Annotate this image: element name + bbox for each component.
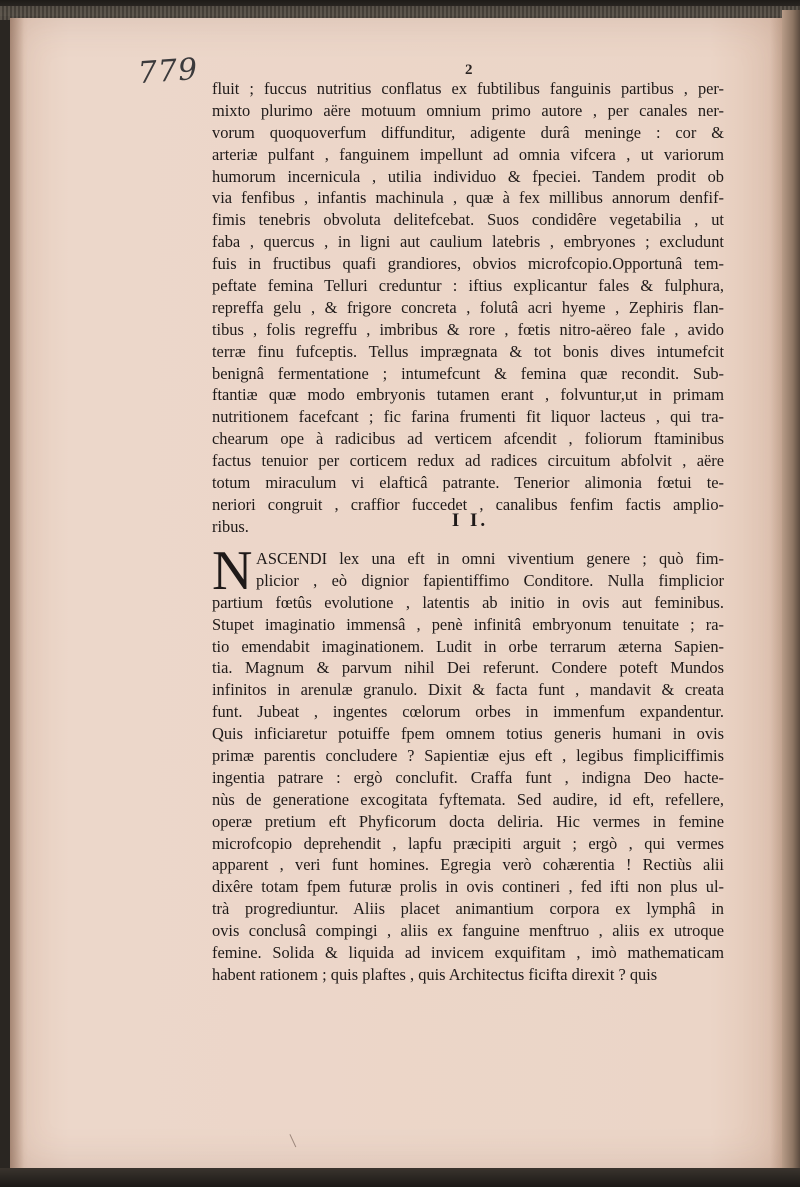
text-line: ASCENDI lex una eft in omni viventium genere ; quò fim-	[256, 549, 724, 568]
text-line: plicior , eò dignior fapientiffimo Conditore. Nulla fimplicior	[256, 570, 724, 590]
text-line: apparent , veri funt homines. Egregia verò cohærentia ! Rectiùs alii	[212, 855, 724, 875]
text-line: nùs de generatione excogitata fyftemata. Sed audire, id eft, refellere,	[212, 789, 724, 809]
handwritten-folio-number: 779	[136, 51, 200, 92]
section-heading: I I.	[451, 510, 489, 531]
text-line: peftate femina Telluri creduntur : iftius explicantur fales & fulphura,	[212, 276, 724, 296]
text-line: vorum quoquoverfum diffunditur, adigente durâ meninge : cor &	[212, 122, 724, 142]
text-line: funt. Jubeat , ingentes cœlorum orbes in immenfum expandentur.	[212, 702, 724, 722]
text-line: tio emendabit imaginationem. Ludit in orbe terrarum æterna Sapien-	[212, 636, 724, 656]
text-line: operæ pretium eft Phyficorum docta deliria. Hic vermes in femine	[212, 811, 724, 831]
text-line: dixêre totam fpem futuræ prolis in ovis contineri , fed ifti non plus ul-	[212, 877, 724, 897]
text-line: via fenfibus , infantis machinula , quæ à fex millibus annorum denfif-	[212, 188, 724, 208]
book-right-edge	[782, 10, 800, 1175]
text-line: totum miraculum vi elafticâ patrante. Tenerior alimonia fœtui te-	[212, 473, 724, 493]
text-line: mixto plurimo aëre motuum omnium primo autore , per canales ner-	[212, 100, 724, 120]
text-line: tia. Magnum & parvum nihil Dei referunt. Condere poteft Mundos	[212, 658, 724, 678]
book-bottom-edge	[0, 1168, 800, 1187]
text-line: tibus , folis regreffu , imbribus & rore , fœtis nitro-aëreo fale , avido	[212, 319, 724, 339]
paragraph-1	[212, 78, 724, 538]
text-line: factus tenuior per corticem redux ad radices circuitum abfolvit , aëre	[212, 451, 724, 471]
text-line: repreffa gelu , & frigore concreta , folutâ acri hyeme , Zephiris flan-	[212, 297, 724, 317]
text-line: neriori congruit , craffior fuccedet , canalibus fenfim factis amplio-	[212, 494, 724, 514]
text-line: trà progrediuntur. Aliis placet animantium corpora ex lymphâ in	[212, 899, 724, 919]
text-line: microfcopio deprehendit , lapfu præcipiti arguit ; ergò , qui vermes	[212, 833, 724, 853]
text-line: ovis conclusâ compingi , aliis ex fanguine menftruo , aliis ex utroque	[212, 921, 724, 941]
text-line: infinitos in arenulæ granulo. Dixit & facta funt , mandavit & creata	[212, 680, 724, 700]
text-line: terræ finu fufceptis. Tellus imprægnata & tot bonis dives intumefcit	[212, 341, 724, 361]
text-line: fluit ; fuccus nutritius conflatus ex fubtilibus fanguinis partibus , per-	[212, 79, 724, 98]
text-line: chearum ope à radicibus ad verticem afcendit , foliorum ftaminibus	[212, 429, 724, 449]
text-line: ingentia patrare : ergò conclufit. Craffa funt , indigna Deo hacte-	[212, 767, 724, 787]
text-line: arteriæ pulfant , fanguinem impellunt ad omnia vifcera , ut variorum	[212, 144, 724, 164]
text-line: ribus.	[212, 516, 249, 536]
text-line: faba , quercus , in ligni aut caulium latebris , embryones ; excludunt	[212, 232, 724, 252]
signature-mark: 2	[465, 62, 473, 78]
text-line: ftantiæ quæ modo embryonis tutamen erant , folvuntur,ut in primam	[212, 385, 724, 405]
text-line: Quis inficiaretur potuiffe fpem omnem totius generis humani in ovis	[212, 724, 724, 744]
text-line: Stupet imaginatio immensâ , penè infinitâ embryonum tenuitate ; ra-	[212, 614, 724, 634]
text-line: nutritionem facefcant ; fic farina frumenti fit liquor lacteus , qui tra-	[212, 407, 724, 427]
text-line: femine. Solida & liquida ad invicem exquifitam , imò mathematicam	[212, 943, 724, 963]
paragraph-2	[212, 548, 724, 986]
text-line: benignâ fermentatione ; intumefcunt & femina quæ recondit. Sub-	[212, 363, 724, 383]
text-line: primæ parentis concludere ? Sapientiæ ejus eft , legibus fimpliciffimis	[212, 746, 724, 766]
text-line: habent rationem ; quis plaftes , quis Architectus ficifta direxit ? quis	[212, 964, 658, 984]
gutter-shadow	[10, 18, 24, 1168]
text-line: fuis in fructibus quafi grandiores, obvios microfcopio.Opportunâ tem-	[212, 254, 724, 274]
text-line: partium fœtûs evolutione , latentis ab initio in ovis aut feminibus.	[212, 592, 724, 612]
text-line: fimis tenebris obvoluta delitefcebat. Suos condidêre vegetabilia , ut	[212, 210, 724, 230]
text-line: humorum incernicula , utilia individuo & fpeciei. Tandem prodit ob	[212, 166, 724, 186]
drop-cap-initial: N	[212, 540, 253, 602]
